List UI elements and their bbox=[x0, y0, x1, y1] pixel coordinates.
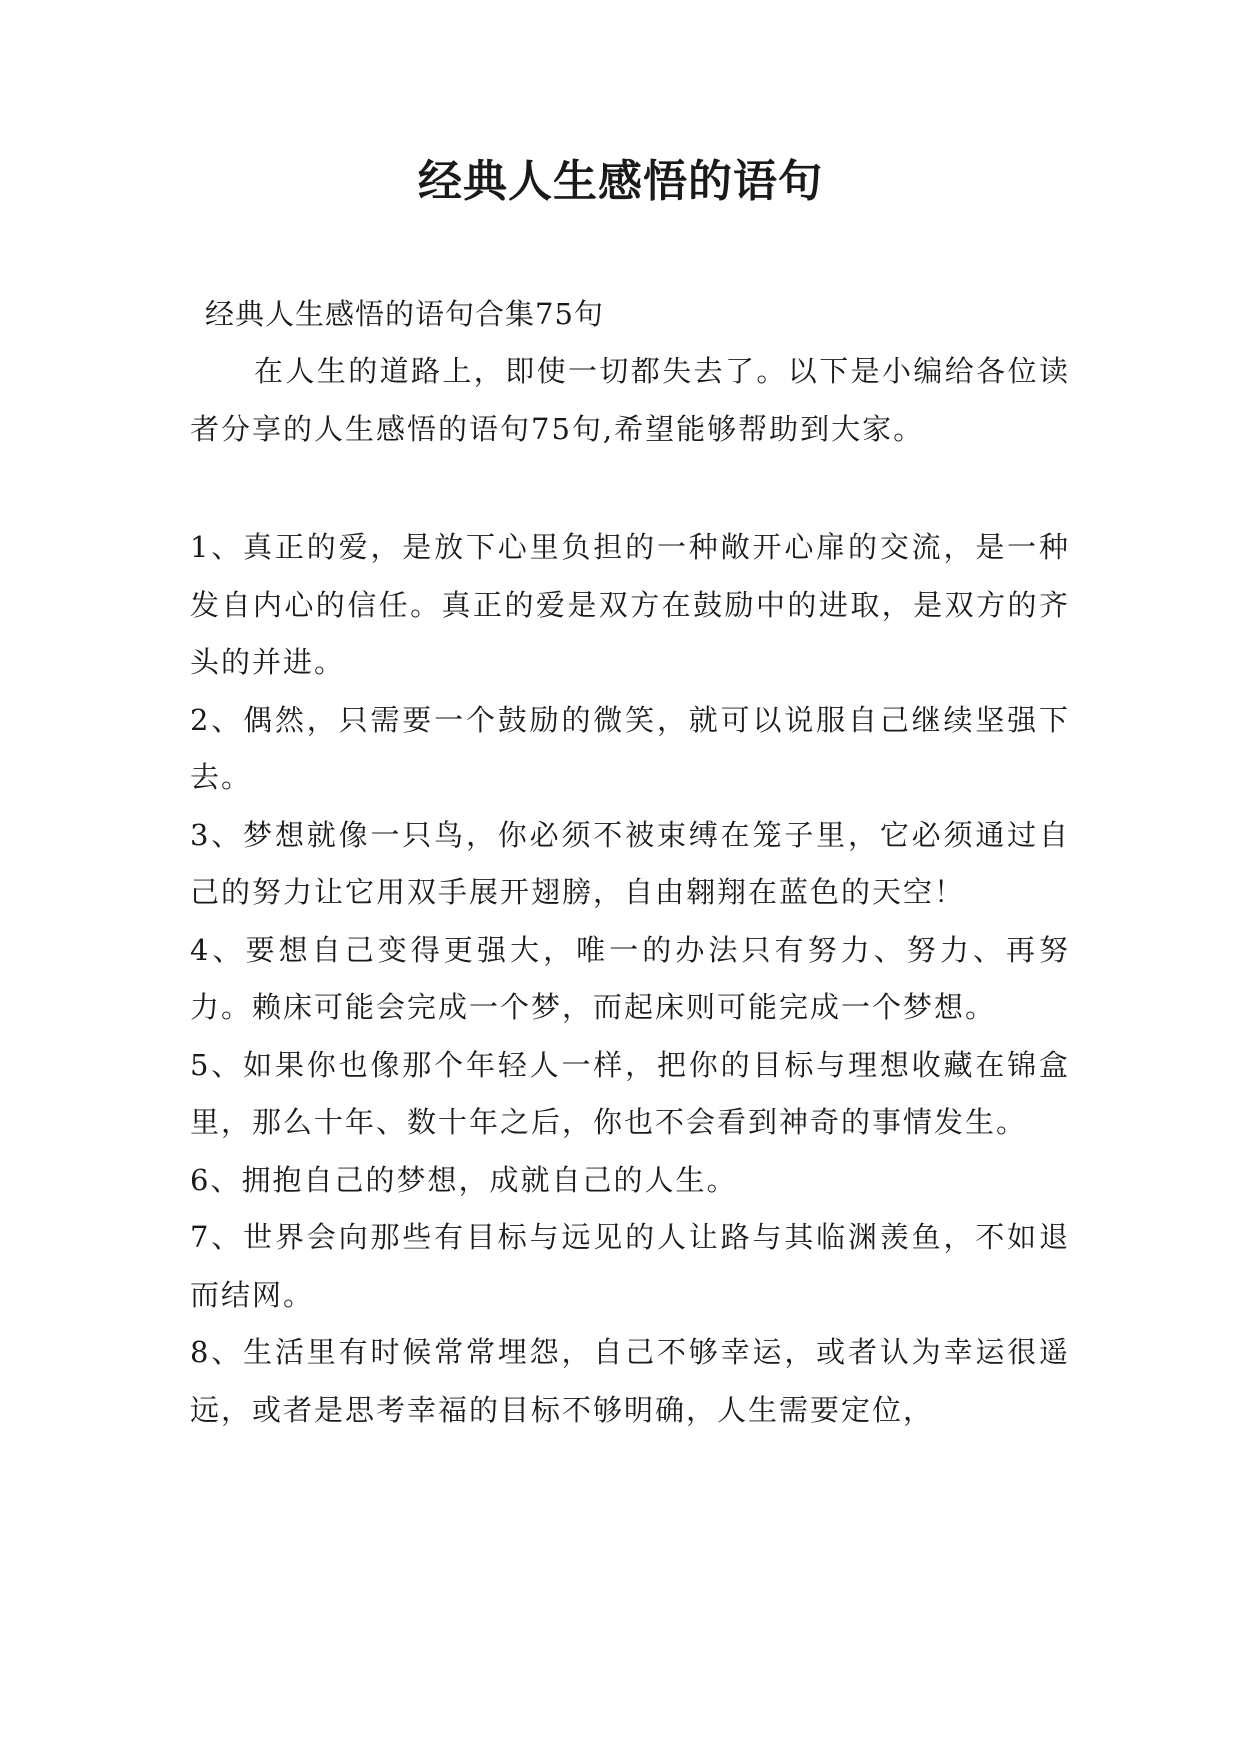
document-subtitle: 经典人生感悟的语句合集75句 bbox=[205, 297, 604, 331]
list-item: 5、如果你也像那个年轻人一样，把你的目标与理想收藏在锦盒里，那么十年、数十年之后，你也不会看到神奇的事情发生。 bbox=[190, 1047, 1070, 1139]
list-item: 4、要想自己变得更强大，唯一的办法只有努力、努力、再努力。赖床可能会完成一个梦，而起床则可能完成一个梦想。 bbox=[190, 932, 1070, 1024]
list-item: 3、梦想就像一只鸟，你必须不被束缚在笼子里，它必须通过自己的努力让它用双手展开翅膀，自由翱翔在蓝色的天空！ bbox=[190, 817, 1070, 909]
list-item: 8、生活里有时候常常埋怨，自己不够幸运，或者认为幸运很遥远，或者是思考幸福的目标不够明确，人生需要定位， bbox=[190, 1335, 1070, 1427]
list-item: 7、世界会向那些有目标与远见的人让路与其临渊羡鱼，不如退而结网。 bbox=[190, 1220, 1070, 1312]
intro-paragraph bbox=[190, 343, 1070, 458]
intro-text: 在人生的道路上，即使一切都失去了。以下是小编给各位读者分享的人生感悟的语句75句,希望能够帮助到大家。 bbox=[190, 354, 1070, 446]
quote-list bbox=[190, 519, 1070, 1439]
document-title: 经典人生感悟的语句 bbox=[418, 156, 823, 207]
list-item: 6、拥抱自己的梦想，成就自己的人生。 bbox=[190, 1162, 738, 1197]
list-item: 1、真正的爱，是放下心里负担的一种敞开心扉的交流，是一种发自内心的信任。真正的爱是双方在鼓励中的进取，是双方的齐头的并进。 bbox=[190, 530, 1070, 679]
list-item: 2、偶然，只需要一个鼓励的微笑，就可以说服自己继续坚强下去。 bbox=[190, 702, 1070, 794]
